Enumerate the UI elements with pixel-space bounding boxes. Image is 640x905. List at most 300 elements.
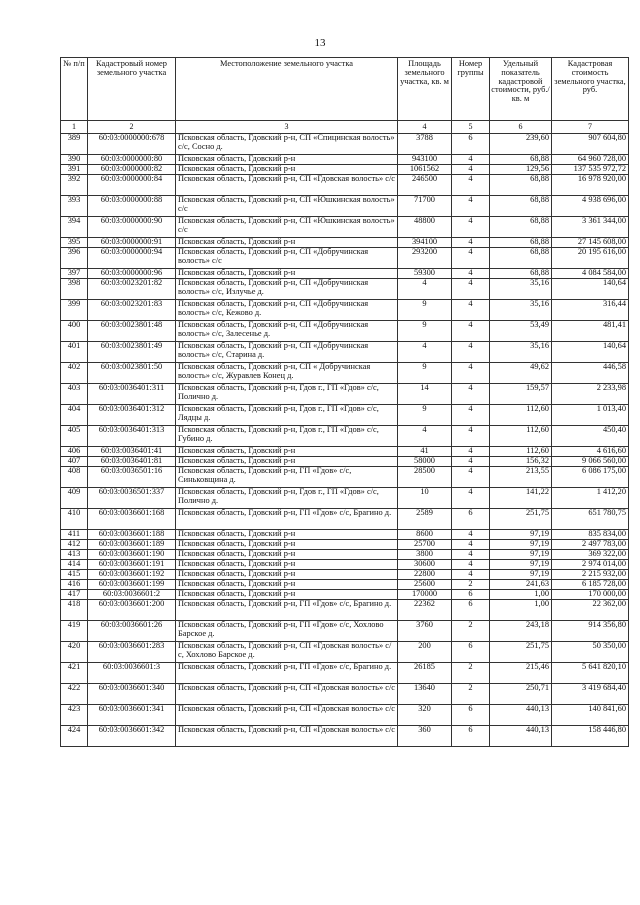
- cadastral-number-cell: 60:03:0036601:189: [88, 540, 176, 550]
- group-cell: 6: [452, 726, 490, 747]
- header-row-number: № п/п: [61, 58, 88, 121]
- row-number-cell: 410: [61, 509, 88, 530]
- table-row: [61, 447, 629, 457]
- row-number-cell: 396: [61, 248, 88, 269]
- row-number-cell: 391: [61, 165, 88, 175]
- cadastral-number-cell: 60:03:0036601:192: [88, 570, 176, 580]
- location-cell: Псковская область, Гдовский р-н, СП «Спицинская волость» с/с, Сосно д.: [176, 134, 398, 155]
- unit-value-cell: 97,19: [490, 550, 552, 560]
- group-cell: 4: [452, 447, 490, 457]
- cadastral-number-cell: 60:03:0000000:80: [88, 155, 176, 165]
- unit-value-cell: 159,57: [490, 384, 552, 405]
- cadastral-number-cell: 60:03:0000000:82: [88, 165, 176, 175]
- area-cell: 4: [398, 426, 452, 447]
- cadastral-number-cell: 60:03:0036601:191: [88, 560, 176, 570]
- row-number-cell: 411: [61, 530, 88, 540]
- unit-value-cell: 35,16: [490, 279, 552, 300]
- row-number-cell: 399: [61, 300, 88, 321]
- area-cell: 360: [398, 726, 452, 747]
- group-cell: 4: [452, 550, 490, 560]
- cadastral-value-cell: 907 604,80: [552, 134, 629, 155]
- cadastral-value-cell: 2 497 783,00: [552, 540, 629, 550]
- group-cell: 2: [452, 580, 490, 590]
- cadastral-number-cell: 60:03:0000000:88: [88, 196, 176, 217]
- cadastral-number-cell: 60:03:0036601:2: [88, 590, 176, 600]
- cadastral-value-cell: 140,64: [552, 342, 629, 363]
- location-cell: Псковская область, Гдовский р-н: [176, 238, 398, 248]
- cadastral-value-cell: 6 185 728,00: [552, 580, 629, 590]
- location-cell: Псковская область, Гдовский р-н, СП «Гдовская волость» с/с: [176, 175, 398, 196]
- unit-value-cell: 97,19: [490, 570, 552, 580]
- location-cell: Псковская область, Гдовский р-н, СП «Гдовская волость» с/с: [176, 684, 398, 705]
- row-number-cell: 420: [61, 642, 88, 663]
- unit-value-cell: 97,19: [490, 540, 552, 550]
- group-cell: 4: [452, 165, 490, 175]
- table-row: [61, 342, 629, 363]
- group-cell: 6: [452, 705, 490, 726]
- table-row: [61, 405, 629, 426]
- group-cell: 4: [452, 457, 490, 467]
- row-number-cell: 402: [61, 363, 88, 384]
- unit-value-cell: 68,88: [490, 248, 552, 269]
- table-row: [61, 663, 629, 684]
- cadastral-value-cell: 20 195 616,00: [552, 248, 629, 269]
- row-number-cell: 405: [61, 426, 88, 447]
- cadastral-value-cell: 140,64: [552, 279, 629, 300]
- area-cell: 3788: [398, 134, 452, 155]
- row-number-cell: 408: [61, 467, 88, 488]
- group-cell: 4: [452, 560, 490, 570]
- header-location: Местоположение земельного участка: [176, 58, 398, 121]
- column-index: 3: [176, 121, 398, 134]
- row-number-cell: 418: [61, 600, 88, 621]
- area-cell: 293200: [398, 248, 452, 269]
- location-cell: Псковская область, Гдовский р-н: [176, 269, 398, 279]
- cadastral-number-cell: 60:03:0036601:188: [88, 530, 176, 540]
- group-cell: 4: [452, 384, 490, 405]
- unit-value-cell: 251,75: [490, 642, 552, 663]
- row-number-cell: 389: [61, 134, 88, 155]
- cadastral-value-cell: 3 419 684,40: [552, 684, 629, 705]
- header-unit-value: Удельный показатель кадастровой стоимости, руб./кв. м: [490, 58, 552, 121]
- table-row: [61, 550, 629, 560]
- area-cell: 48800: [398, 217, 452, 238]
- table-row: [61, 269, 629, 279]
- location-cell: Псковская область, Гдовский р-н, ГП «Гдов» с/с, Хохлово Барское д.: [176, 621, 398, 642]
- cadastral-number-cell: 60:03:0000000:94: [88, 248, 176, 269]
- table-row: [61, 238, 629, 248]
- cadastral-number-cell: 60:03:0000000:678: [88, 134, 176, 155]
- location-cell: Псковская область, Гдовский р-н: [176, 560, 398, 570]
- group-cell: 6: [452, 600, 490, 621]
- area-cell: 1061562: [398, 165, 452, 175]
- cadastral-number-cell: 60:03:0036601:199: [88, 580, 176, 590]
- location-cell: Псковская область, Гдовский р-н: [176, 457, 398, 467]
- unit-value-cell: 213,55: [490, 467, 552, 488]
- area-cell: 4: [398, 342, 452, 363]
- table-row: [61, 642, 629, 663]
- location-cell: Псковская область, Гдовский р-н, СП «Гдовская волость» с/с, Хохлово Барское д.: [176, 642, 398, 663]
- table-row: [61, 530, 629, 540]
- row-number-cell: 412: [61, 540, 88, 550]
- cadastral-number-cell: 60:03:0023801:50: [88, 363, 176, 384]
- row-number-cell: 400: [61, 321, 88, 342]
- location-cell: Псковская область, Гдовский р-н, СП «Гдовская волость» с/с: [176, 705, 398, 726]
- column-index: 5: [452, 121, 490, 134]
- group-cell: 4: [452, 405, 490, 426]
- area-cell: 59300: [398, 269, 452, 279]
- location-cell: Псковская область, Гдовский р-н: [176, 165, 398, 175]
- header-area: Площадь земельного участка, кв. м: [398, 58, 452, 121]
- row-number-cell: 413: [61, 550, 88, 560]
- table-row: [61, 155, 629, 165]
- group-cell: 4: [452, 540, 490, 550]
- area-cell: 71700: [398, 196, 452, 217]
- cadastral-value-cell: 481,41: [552, 321, 629, 342]
- row-number-cell: 393: [61, 196, 88, 217]
- area-cell: 22362: [398, 600, 452, 621]
- cadastral-value-cell: 27 145 608,00: [552, 238, 629, 248]
- cadastral-value-cell: 1 013,40: [552, 405, 629, 426]
- header-cadastral-number: Кадастровый номер земельного участка: [88, 58, 176, 121]
- page-number: 13: [314, 37, 326, 49]
- area-cell: 25700: [398, 540, 452, 550]
- location-cell: Псковская область, Гдовский р-н, ГП «Гдов» с/с, Брагино д.: [176, 509, 398, 530]
- area-cell: 28500: [398, 467, 452, 488]
- table-row: [61, 684, 629, 705]
- column-index: 1: [61, 121, 88, 134]
- cadastral-value-cell: 16 978 920,00: [552, 175, 629, 196]
- location-cell: Псковская область, Гдовский р-н: [176, 570, 398, 580]
- row-number-cell: 417: [61, 590, 88, 600]
- row-number-cell: 421: [61, 663, 88, 684]
- group-cell: 6: [452, 509, 490, 530]
- cadastral-number-cell: 60:03:0036601:200: [88, 600, 176, 621]
- table-row: [61, 590, 629, 600]
- cadastral-value-cell: 64 960 728,00: [552, 155, 629, 165]
- unit-value-cell: 112,60: [490, 447, 552, 457]
- group-cell: 2: [452, 684, 490, 705]
- cadastral-value-cell: 2 215 932,00: [552, 570, 629, 580]
- unit-value-cell: 141,22: [490, 488, 552, 509]
- area-cell: 3800: [398, 550, 452, 560]
- unit-value-cell: 112,60: [490, 426, 552, 447]
- row-number-cell: 390: [61, 155, 88, 165]
- cadastral-value-cell: 50 350,00: [552, 642, 629, 663]
- table-row: [61, 384, 629, 405]
- table-row: [61, 726, 629, 747]
- table-row: [61, 165, 629, 175]
- area-cell: 3760: [398, 621, 452, 642]
- area-cell: 13640: [398, 684, 452, 705]
- unit-value-cell: 68,88: [490, 196, 552, 217]
- area-cell: 200: [398, 642, 452, 663]
- cadastral-value-cell: 4 084 584,00: [552, 269, 629, 279]
- row-number-cell: 424: [61, 726, 88, 747]
- cadastral-number-cell: 60:03:0036501:337: [88, 488, 176, 509]
- area-cell: 943100: [398, 155, 452, 165]
- area-cell: 25600: [398, 580, 452, 590]
- group-cell: 4: [452, 196, 490, 217]
- location-cell: Псковская область, Гдовский р-н, СП « Добручинская волость» с/с, Журавлев Конец д.: [176, 363, 398, 384]
- cadastral-value-cell: 4 616,60: [552, 447, 629, 457]
- table-body: [61, 134, 629, 747]
- cadastral-value-cell: 137 535 972,72: [552, 165, 629, 175]
- cadastral-value-cell: 3 361 344,00: [552, 217, 629, 238]
- cadastral-number-cell: 60:03:0036601:26: [88, 621, 176, 642]
- column-index: 2: [88, 121, 176, 134]
- table-row: [61, 560, 629, 570]
- row-number-cell: 404: [61, 405, 88, 426]
- location-cell: Псковская область, Гдовский р-н, СП «Добручинская волость» с/с, Старина д.: [176, 342, 398, 363]
- group-cell: 4: [452, 570, 490, 580]
- location-cell: Псковская область, Гдовский р-н, ГП «Гдов» с/с, Брагино д.: [176, 663, 398, 684]
- cadastral-value-cell: 9 066 560,00: [552, 457, 629, 467]
- location-cell: Псковская область, Гдовский р-н, СП «Юшкинская волость» с/с: [176, 217, 398, 238]
- area-cell: 58000: [398, 457, 452, 467]
- cadastral-number-cell: 60:03:0036601:3: [88, 663, 176, 684]
- row-number-cell: 415: [61, 570, 88, 580]
- cadastral-number-cell: 60:03:0036401:313: [88, 426, 176, 447]
- unit-value-cell: 35,16: [490, 342, 552, 363]
- group-cell: 2: [452, 663, 490, 684]
- group-cell: 4: [452, 488, 490, 509]
- cadastral-number-cell: 60:03:0036501:16: [88, 467, 176, 488]
- cadastral-value-cell: 22 362,00: [552, 600, 629, 621]
- group-cell: 4: [452, 248, 490, 269]
- unit-value-cell: 97,19: [490, 560, 552, 570]
- unit-value-cell: 243,18: [490, 621, 552, 642]
- area-cell: 22800: [398, 570, 452, 580]
- area-cell: 10: [398, 488, 452, 509]
- group-cell: 4: [452, 426, 490, 447]
- table-row: [61, 321, 629, 342]
- cadastral-value-cell: 450,40: [552, 426, 629, 447]
- cadastral-number-cell: 60:03:0000000:96: [88, 269, 176, 279]
- unit-value-cell: 35,16: [490, 300, 552, 321]
- header-group: Номер группы: [452, 58, 490, 121]
- location-cell: Псковская область, Гдовский р-н: [176, 155, 398, 165]
- area-cell: 9: [398, 300, 452, 321]
- location-cell: Псковская область, Гдовский р-н: [176, 540, 398, 550]
- location-cell: Псковская область, Гдовский р-н: [176, 580, 398, 590]
- unit-value-cell: 241,63: [490, 580, 552, 590]
- location-cell: Псковская область, Гдовский р-н, СП «Добручинская волость» с/с, Излучье д.: [176, 279, 398, 300]
- location-cell: Псковская область, Гдовский р-н, Гдов г., ГП «Гдов» с/с, Полично д.: [176, 384, 398, 405]
- area-cell: 14: [398, 384, 452, 405]
- unit-value-cell: 97,19: [490, 530, 552, 540]
- table-row: [61, 363, 629, 384]
- area-cell: 30600: [398, 560, 452, 570]
- group-cell: 6: [452, 134, 490, 155]
- location-cell: Псковская область, Гдовский р-н, СП «Добручинская волость» с/с, Кежово д.: [176, 300, 398, 321]
- cadastral-number-cell: 60:03:0036601:342: [88, 726, 176, 747]
- cadastral-number-cell: 60:03:0036601:341: [88, 705, 176, 726]
- cadastral-number-cell: 60:03:0036601:340: [88, 684, 176, 705]
- group-cell: 4: [452, 175, 490, 196]
- location-cell: Псковская область, Гдовский р-н: [176, 550, 398, 560]
- table-row: [61, 621, 629, 642]
- cadastral-number-cell: 60:03:0023801:48: [88, 321, 176, 342]
- cadastral-value-cell: 6 086 175,00: [552, 467, 629, 488]
- row-number-cell: 394: [61, 217, 88, 238]
- group-cell: 4: [452, 300, 490, 321]
- location-cell: Псковская область, Гдовский р-н, Гдов г., ГП «Гдов» с/с, Полично д.: [176, 488, 398, 509]
- group-cell: 4: [452, 321, 490, 342]
- row-number-cell: 422: [61, 684, 88, 705]
- cadastral-value-cell: 446,58: [552, 363, 629, 384]
- unit-value-cell: 53,49: [490, 321, 552, 342]
- table-row: [61, 570, 629, 580]
- unit-value-cell: 239,60: [490, 134, 552, 155]
- cadastral-value-table: [60, 57, 629, 747]
- group-cell: 4: [452, 269, 490, 279]
- cadastral-number-cell: 60:03:0023201:82: [88, 279, 176, 300]
- location-cell: Псковская область, Гдовский р-н: [176, 447, 398, 457]
- cadastral-number-cell: 60:03:0036601:283: [88, 642, 176, 663]
- table-row: [61, 196, 629, 217]
- table-row: [61, 175, 629, 196]
- group-cell: 4: [452, 279, 490, 300]
- column-index-row: [61, 121, 629, 134]
- table-row: [61, 540, 629, 550]
- table-row: [61, 279, 629, 300]
- row-number-cell: 414: [61, 560, 88, 570]
- table-row: [61, 457, 629, 467]
- row-number-cell: 406: [61, 447, 88, 457]
- table-row: [61, 426, 629, 447]
- row-number-cell: 419: [61, 621, 88, 642]
- table-row: [61, 580, 629, 590]
- row-number-cell: 401: [61, 342, 88, 363]
- group-cell: 4: [452, 155, 490, 165]
- cadastral-value-cell: 170 000,00: [552, 590, 629, 600]
- area-cell: 4: [398, 279, 452, 300]
- cadastral-number-cell: 60:03:0036401:81: [88, 457, 176, 467]
- cadastral-value-cell: 158 446,80: [552, 726, 629, 747]
- group-cell: 6: [452, 642, 490, 663]
- cadastral-number-cell: 60:03:0023801:49: [88, 342, 176, 363]
- cadastral-number-cell: 60:03:0023201:83: [88, 300, 176, 321]
- cadastral-number-cell: 60:03:0036401:311: [88, 384, 176, 405]
- table-row: [61, 488, 629, 509]
- unit-value-cell: 112,60: [490, 405, 552, 426]
- unit-value-cell: 68,88: [490, 269, 552, 279]
- location-cell: Псковская область, Гдовский р-н, Гдов г., ГП «Гдов» с/с, Лядцы д.: [176, 405, 398, 426]
- location-cell: Псковская область, Гдовский р-н, СП «Добручинская волость» с/с: [176, 248, 398, 269]
- row-number-cell: 392: [61, 175, 88, 196]
- area-cell: 9: [398, 321, 452, 342]
- cadastral-number-cell: 60:03:0036401:312: [88, 405, 176, 426]
- unit-value-cell: 250,71: [490, 684, 552, 705]
- cadastral-value-cell: 140 841,60: [552, 705, 629, 726]
- table-row: [61, 300, 629, 321]
- table-row: [61, 467, 629, 488]
- group-cell: 2: [452, 621, 490, 642]
- unit-value-cell: 68,88: [490, 217, 552, 238]
- cadastral-value-cell: 2 233,98: [552, 384, 629, 405]
- table-header-row: [61, 58, 629, 121]
- area-cell: 9: [398, 405, 452, 426]
- cadastral-number-cell: 60:03:0036601:168: [88, 509, 176, 530]
- area-cell: 9: [398, 363, 452, 384]
- table-row: [61, 248, 629, 269]
- group-cell: 4: [452, 217, 490, 238]
- location-cell: Псковская область, Гдовский р-н, СП «Гдовская волость» с/с: [176, 726, 398, 747]
- cadastral-value-cell: 1 412,20: [552, 488, 629, 509]
- unit-value-cell: 440,13: [490, 726, 552, 747]
- cadastral-number-cell: 60:03:0000000:90: [88, 217, 176, 238]
- location-cell: Псковская область, Гдовский р-н, СП «Добручинская волость» с/с, Залесенье д.: [176, 321, 398, 342]
- location-cell: Псковская область, Гдовский р-н: [176, 530, 398, 540]
- unit-value-cell: 49,62: [490, 363, 552, 384]
- area-cell: 41: [398, 447, 452, 457]
- header-cadastral-value: Кадастровая стоимость земельного участка, руб.: [552, 58, 629, 121]
- cadastral-value-cell: 651 780,75: [552, 509, 629, 530]
- row-number-cell: 423: [61, 705, 88, 726]
- area-cell: 8600: [398, 530, 452, 540]
- cadastral-number-cell: 60:03:0036601:190: [88, 550, 176, 560]
- cadastral-value-cell: 369 322,00: [552, 550, 629, 560]
- group-cell: 4: [452, 467, 490, 488]
- group-cell: 4: [452, 342, 490, 363]
- area-cell: 26185: [398, 663, 452, 684]
- cadastral-number-cell: 60:03:0036401:41: [88, 447, 176, 457]
- table-row: [61, 509, 629, 530]
- column-index: 6: [490, 121, 552, 134]
- location-cell: Псковская область, Гдовский р-н, ГП «Гдов» с/с, Синьковщина д.: [176, 467, 398, 488]
- row-number-cell: 397: [61, 269, 88, 279]
- column-index: 4: [398, 121, 452, 134]
- unit-value-cell: 1,00: [490, 600, 552, 621]
- unit-value-cell: 251,75: [490, 509, 552, 530]
- area-cell: 2589: [398, 509, 452, 530]
- group-cell: 4: [452, 238, 490, 248]
- location-cell: Псковская область, Гдовский р-н, СП «Юшкинская волость» с/с: [176, 196, 398, 217]
- unit-value-cell: 68,88: [490, 175, 552, 196]
- cadastral-value-cell: 914 356,80: [552, 621, 629, 642]
- table-row: [61, 217, 629, 238]
- area-cell: 170000: [398, 590, 452, 600]
- cadastral-value-cell: 835 834,00: [552, 530, 629, 540]
- row-number-cell: 416: [61, 580, 88, 590]
- table-row: [61, 705, 629, 726]
- group-cell: 6: [452, 590, 490, 600]
- table-row: [61, 600, 629, 621]
- unit-value-cell: 156,32: [490, 457, 552, 467]
- unit-value-cell: 440,13: [490, 705, 552, 726]
- area-cell: 320: [398, 705, 452, 726]
- group-cell: 4: [452, 530, 490, 540]
- column-index: 7: [552, 121, 629, 134]
- row-number-cell: 403: [61, 384, 88, 405]
- row-number-cell: 409: [61, 488, 88, 509]
- unit-value-cell: 68,88: [490, 155, 552, 165]
- location-cell: Псковская область, Гдовский р-н, ГП «Гдов» с/с, Брагино д.: [176, 600, 398, 621]
- area-cell: 394100: [398, 238, 452, 248]
- row-number-cell: 398: [61, 279, 88, 300]
- unit-value-cell: 215,46: [490, 663, 552, 684]
- group-cell: 4: [452, 363, 490, 384]
- cadastral-value-cell: 2 974 014,00: [552, 560, 629, 570]
- table-row: [61, 134, 629, 155]
- cadastral-number-cell: 60:03:0000000:91: [88, 238, 176, 248]
- location-cell: Псковская область, Гдовский р-н: [176, 590, 398, 600]
- cadastral-value-cell: 5 641 820,10: [552, 663, 629, 684]
- cadastral-value-cell: 4 938 696,00: [552, 196, 629, 217]
- location-cell: Псковская область, Гдовский р-н, Гдов г., ГП «Гдов» с/с, Губино д.: [176, 426, 398, 447]
- cadastral-number-cell: 60:03:0000000:84: [88, 175, 176, 196]
